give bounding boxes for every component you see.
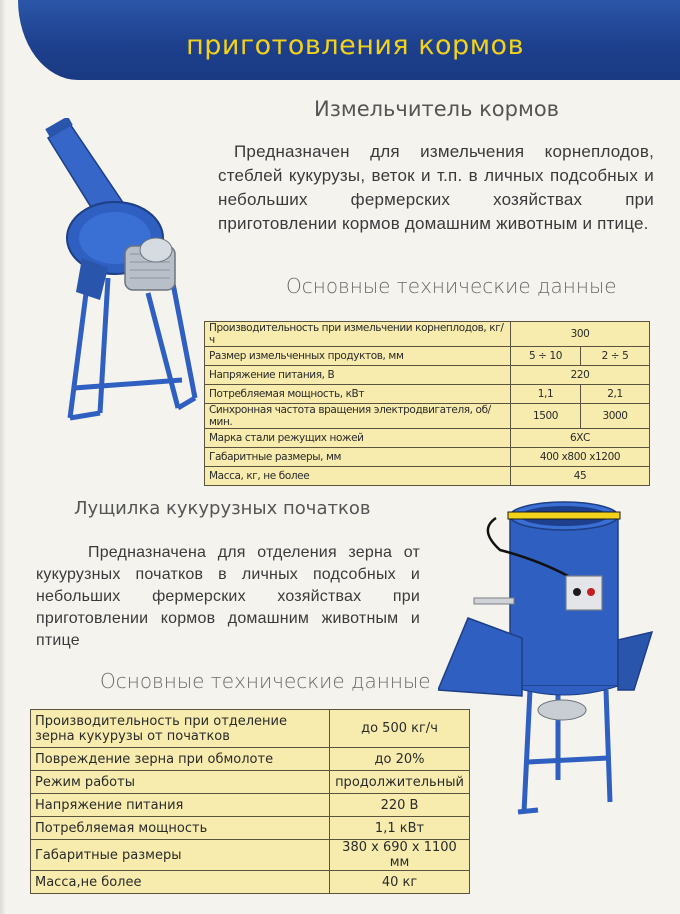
section1-title: Измельчитель кормов [314,97,560,121]
spec-value: 1,1 кВт [330,817,470,840]
spec-label: Напряжение питания, В [205,366,511,385]
spec-value: 5 ÷ 10 [511,347,581,366]
section2-specs-heading: Основные технические данные [100,669,431,693]
spec-value: 380 х 690 х 1100 мм [330,840,470,871]
table-row [31,794,470,817]
section2-title: Лущилка кукурузных початков [74,498,371,519]
table-row [205,322,650,347]
spec-label: Синхронная частота вращения электродвигателя, об/мин. [205,404,511,429]
spec-value: 220 [511,366,650,385]
spec-label: Потребляемая мощность [31,817,330,840]
table-row [205,404,650,429]
spec-label: Масса, кг, не более [205,467,511,486]
table-row [31,710,470,748]
spec-label: Масса,не более [31,871,330,894]
spec-value: 3000 [581,404,650,429]
spec-value: 1500 [511,404,581,429]
spec-label: Производительность при отделение зерна кукурузы от початков [31,710,330,748]
spec-value: до 500 кг/ч [330,710,470,748]
corn-sheller-image [438,490,656,820]
section1-specs-table [204,321,650,486]
table-row [31,840,470,871]
spec-value: 1,1 [511,385,581,404]
table-row [205,385,650,404]
table-row [205,448,650,467]
spec-value: 220 В [330,794,470,817]
spec-value: 2 ÷ 5 [581,347,650,366]
spec-label: Повреждение зерна при обмолоте [31,748,330,771]
spec-label: Напряжение питания [31,794,330,817]
section1-specs-heading: Основные технические данные [286,274,617,298]
feed-chopper-image [30,118,205,428]
banner-title: приготовления кормов [186,30,524,61]
spec-value: 400 х800 х1200 [511,448,650,467]
table-row [31,748,470,771]
spec-label: Потребляемая мощность, кВт [205,385,511,404]
table-row [205,467,650,486]
table-row [31,817,470,840]
table-row [31,871,470,894]
spec-label: Размер измельченных продуктов, мм [205,347,511,366]
spec-value: продолжительный [330,771,470,794]
table-row [205,347,650,366]
section2-specs-table [30,709,470,894]
spec-value: 6ХС [511,429,650,448]
table-row [31,771,470,794]
spec-label: Габаритные размеры [31,840,330,871]
section2-description: Предназначена для отделения зерна от кукурузных початков в личных подсобных и небольших фермерских хозяйствах при приготовлении кормов домашним животным и птице [36,544,420,649]
spec-value: до 20% [330,748,470,771]
spec-label: Производительность при измельчении корнеплодов, кг/ч [205,322,511,347]
page-edge [0,0,6,914]
table-row [205,366,650,385]
spec-label: Режим работы [31,771,330,794]
spec-label: Марка стали режущих ножей [205,429,511,448]
table-row [205,429,650,448]
spec-value: 45 [511,467,650,486]
spec-value: 40 кг [330,871,470,894]
header-banner [18,0,680,80]
section1-description: Предназначен для измельчения корнеплодов, стеблей кукурузы, веток и т.п. в личных подсобных и небольших фермерских хозяйствах при приготовлении кормов домашним животным и птице. [218,142,654,233]
spec-label: Габаритные размеры, мм [205,448,511,467]
spec-value: 300 [511,322,650,347]
spec-value: 2,1 [581,385,650,404]
